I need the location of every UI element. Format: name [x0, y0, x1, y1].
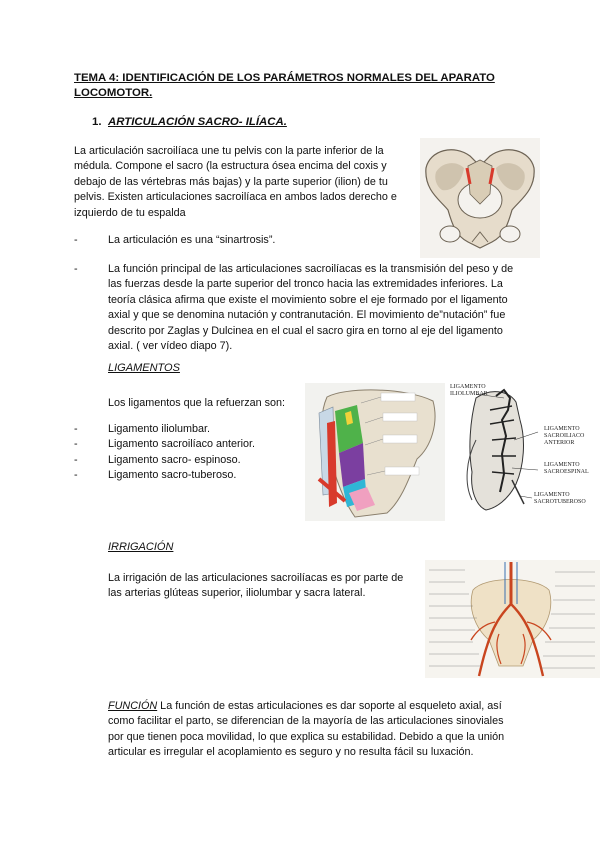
text-line: articular es irregular el acoplamiento es seguro y no resulta fácil su luxación. [108, 746, 474, 759]
section-number: 1. [92, 116, 102, 128]
funcion-line1: La función de estas articulaciones es dar soporte al esqueleto axial, así [157, 700, 502, 712]
fig-label-sacroespinal-2: SACROESPINAL [544, 469, 589, 475]
ligamentos-list [74, 422, 255, 484]
ligamentos-intro: Los ligamentos que la refuerzan son: [108, 397, 286, 409]
pelvis-figure [420, 138, 540, 258]
text-line: pelvis. Existen articulaciones sacroilíaca en ambos lados derecho e [74, 191, 397, 204]
ligaments-bw-figure [446, 380, 600, 522]
fig-label-sacroespinal-1: LIGAMENTO [544, 462, 580, 468]
bullet-text: Ligamento sacro-tuberoso. [108, 469, 237, 482]
text-line: como facilitar el parto, se diferencian de la mayoría de las articulaciones sinoviales [108, 715, 504, 728]
bullet-dash: - [74, 453, 78, 466]
list-item [74, 453, 255, 468]
ligamentos-heading: LIGAMENTOS [108, 362, 180, 374]
bullet-text: Ligamento iliolumbar. [108, 423, 211, 435]
list-item [74, 422, 255, 437]
list-item [74, 262, 534, 354]
bullet-dash: - [74, 469, 78, 482]
fig-label-sacroiliaco-3: ANTERIOR [544, 440, 575, 446]
bullet-dash: - [74, 234, 78, 246]
fig-label-sacroiliaco-2: SACROILIACO [544, 433, 585, 439]
list-item [74, 468, 255, 483]
intro-paragraph [74, 144, 408, 221]
section-label: ARTICULACIÓN SACRO- ILÍACA. [108, 116, 287, 128]
bullet-text: Ligamento sacro- espinoso. [108, 453, 241, 466]
arteries-figure [425, 560, 600, 678]
fig-label-sacrotuberoso-1: LIGAMENTO [534, 492, 570, 498]
text-line: descrito por Zaglas y Dulcinea en el cual el sacro gira en torno al eje del ligamento [108, 324, 503, 337]
bullet-dash: - [74, 263, 78, 275]
irrigacion-paragraph [108, 571, 418, 602]
bullet-text [108, 262, 513, 354]
text-line: las arterias glúteas superior, iliolumbar y sacra lateral. [108, 587, 366, 600]
bullet-dash: - [74, 423, 78, 435]
text-line: médula. Compone el sacro (la estructura ósea encima del coxis y [74, 160, 387, 173]
list-item [74, 233, 275, 248]
list-item [74, 437, 255, 452]
document-title: TEMA 4: IDENTIFICACIÓN DE LOS PARÁMETROS NORMALES DEL APARATO LOCOMOTOR. [74, 72, 495, 99]
fig-label-iliolumbar-1: LIGAMENTO [450, 384, 486, 390]
text-line: por que tienen poca movilidad, lo que explica su estabilidad. Debido a que la unión [108, 730, 505, 743]
text-line: La irrigación de las articulaciones sacroilíacas es por parte de [108, 572, 404, 584]
text-line: axial y que se denomina nutación y contranutación. El movimiento de”nutación” fue [108, 309, 506, 322]
text-line: debajo de las vértebras más bajas) y la parte superior (ilion) de tu [74, 175, 388, 188]
funcion-lead: FUNCIÓN [108, 700, 158, 712]
section-heading [92, 116, 287, 128]
text-line: La función principal de las articulaciones sacroilíacas es la transmisión del peso y de [108, 263, 514, 275]
irrigacion-heading: IRRIGACIÓN [108, 541, 174, 553]
text-line: izquierdo de tu espalda [74, 206, 186, 219]
text-line: La articulación sacroilíaca une tu pelvis con la parte inferior de la [74, 145, 384, 157]
ligaments-color-figure [305, 383, 445, 521]
fig-label-sacroiliaco-1: LIGAMENTO [544, 426, 580, 432]
text-line: teoría clásica afirma que existe el movimiento sobre el eje formado por el ligamento [108, 293, 508, 306]
text-line: axial. ( ver vídeo diapo 7). [108, 340, 233, 353]
funcion-paragraph [108, 699, 528, 761]
text-line [108, 699, 528, 714]
bullet-text: La articulación es una “sinartrosis”. [108, 234, 276, 246]
bullet-text: Ligamento sacroilíaco anterior. [108, 438, 256, 451]
fig-label-iliolumbar-2: ILIOLUMBAR [450, 391, 488, 397]
text-line: las fuerzas desde la parte superior del tronco hacia las extremidades inferiores. La [108, 278, 503, 291]
bullet-dash: - [74, 438, 78, 451]
fig-label-sacrotuberoso-2: SACROTUBEROSO [534, 499, 586, 505]
